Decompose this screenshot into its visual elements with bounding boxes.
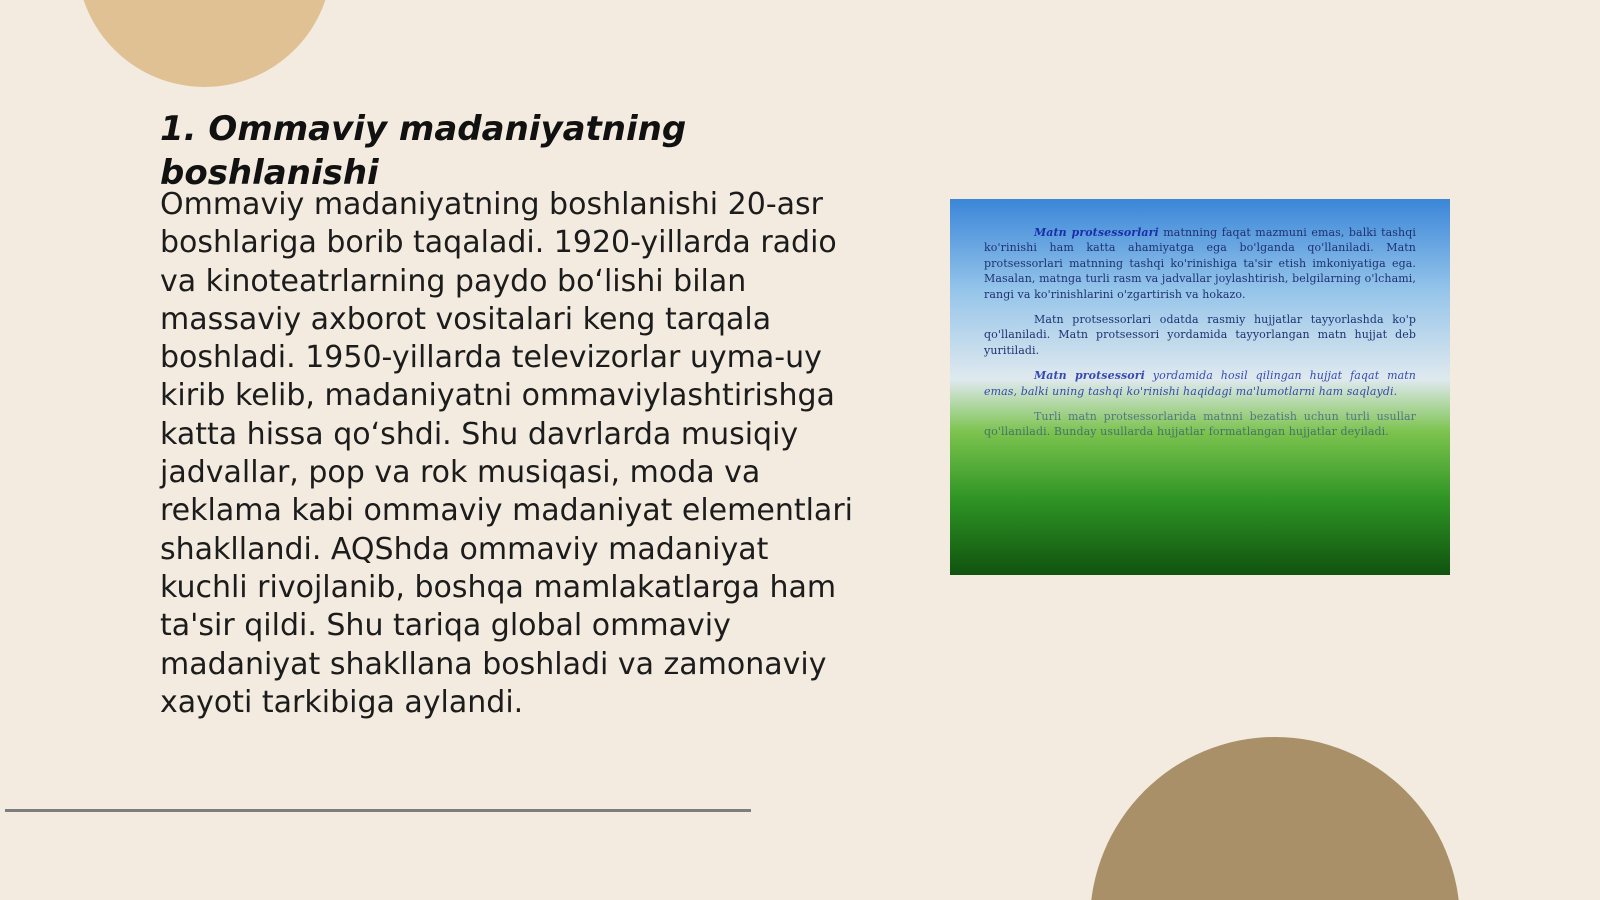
image-paragraph-1 — [984, 225, 1416, 302]
divider-line — [5, 809, 751, 812]
slide-image — [950, 199, 1450, 575]
decorative-circle-bottom — [1090, 737, 1460, 900]
decorative-circle-top — [77, 0, 332, 87]
image-p3-lead: Matn protsessori — [1034, 369, 1145, 383]
image-p3-text: yordamida hosil qilingan hujjat faqat matn emas, balki uning tashqi ko'rinishi haqidagi ma'lumotlarni ham saqlaydi. — [984, 369, 1416, 398]
slide-title: 1. Ommaviy madaniyatning boshlanishi — [160, 109, 687, 193]
image-p1-lead: Matn protsessorlari — [1034, 226, 1159, 239]
image-paragraph-4: Turli matn protsessorlarida matnni bezatish uchun turli usullar qo'llaniladi. Bunday usullarda hujjatlar formatlangan hujjatlar deyiladi. — [984, 410, 1416, 439]
slide-body-text: Ommaviy madaniyatning boshlanishi 20-asr boshlariga borib taqaladi. 1920-yillarda radio va kinoteatrlarning paydo bo‘lishi bilan massaviy axborot vositalari keng tarqala boshladi. 1950-yillarda televizorlar uyma-uy kirib kelib, madaniyatni ommaviylashtirishga katta hissa qo‘shdi. Shu davrlarda musiqiy jadvallar, pop va rok musiqasi, moda va reklama kabi ommaviy madaniyat elementlari shakllandi. AQShda ommaviy madaniyat kuchli rivojlanib, boshqa mamlakatlarga ham ta'sir qildi. Shu tariqa global ommaviy madaniyat shakllana boshladi va zamonaviy xayoti tarkibiga aylandi. — [160, 187, 853, 720]
image-paragraph-3 — [984, 368, 1416, 399]
image-text-block — [984, 225, 1416, 450]
image-paragraph-2: Matn protsessorlari odatda rasmiy hujjatlar tayyorlashda ko'p qo'llaniladi. Matn protsessori yordamida tayyorlangan matn hujjat deb yuritiladi. — [984, 313, 1416, 357]
image-p1-text: matnning faqat mazmuni emas, balki tashqi ko'rinishi ham katta ahamiyatga ega bo'lganda qo'llaniladi. Matn protsessorlari matnning tashqi ko'rinishiga ta'sir etish imkoniyatiga ega. Masalan, matnga turli rasm va jadvallar joylashtirish, belgilarning o'lchami, rangi va ko'rinishlarini o'zgartirish va hokazo. — [984, 226, 1416, 301]
